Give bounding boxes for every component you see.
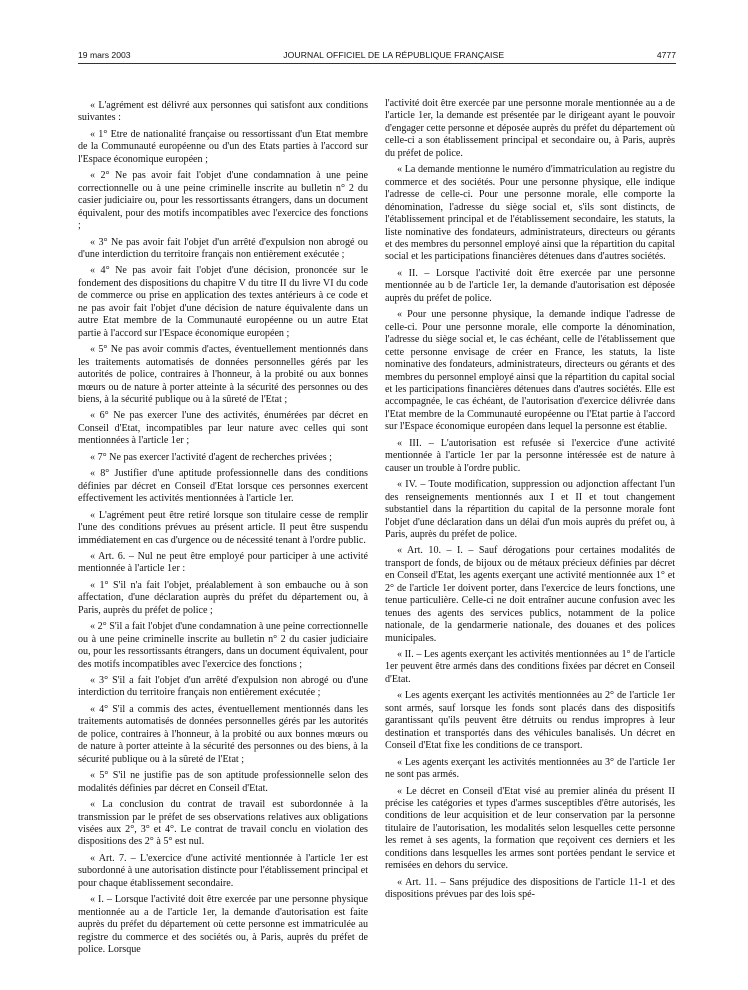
paragraph: « 1° Etre de nationalité française ou ressortissant d'un Etat membre de la Communauté européenne ou d'un des Etats parties à l'accord sur l'Espace économique européen ; — [78, 128, 368, 165]
paragraph: « 3° Ne pas avoir fait l'objet d'un arrêté d'expulsion non abrogé ou d'une interdiction du territoire français non entièrement exécutée ; — [78, 236, 368, 260]
paragraph: « 5° Ne pas avoir commis d'actes, éventuellement mentionnés dans les traitements automatisés de données personnelles gérés par les autorités de police, contraires à l'honneur, à la probité ou aux bonnes mœurs ou de nature à porter atteinte à la sécurité des personnes ou des biens, à la sécurité publique ou à la sûreté de l'Etat ; — [78, 344, 368, 405]
paragraph: « Les agents exerçant les activités mentionnées au 2° de l'article 1er sont armés, sauf lorsque les fonds sont placés dans des dispositifs garantissant qu'ils peuvent être détruits ou rendus impropres à leur destination et transportés dans des véhicules banalisés. Un décret en Conseil d'Etat fixe les conditions de ce transport. — [385, 690, 675, 752]
page-number: 4777 — [656, 50, 676, 60]
paragraph-continued: l'activité doit être exercée par une personne morale mentionnée au a de l'article 1er, la demande est présentée par le dirigeant ayant le pouvoir d'engager cette personne et déposée auprès du préfet du département où celle-ci a son établissement principal et secondaire ou, à Paris, auprès du préfet de police. — [385, 98, 675, 159]
paragraph: « I. – Lorsque l'activité doit être exercée par une personne physique mentionnée au a de l'article 1er, la demande d'autorisation est faite auprès du préfet du département où cette personne est immatriculée au registre du commerce et des sociétés ou, à Paris, auprès du préfet de police. Lorsque — [78, 894, 368, 956]
paragraph: « 6° Ne pas exercer l'une des activités, énumérées par décret en Conseil d'Etat, incompatibles par leur nature avec celles qui sont mentionnées à l'article 1er ; — [78, 410, 368, 447]
paragraph: « Pour une personne physique, la demande indique l'adresse de celle-ci. Pour une personne morale, elle comporte la dénomination, l'adresse du siège social et, le cas échéant, celle de l'établissement que cette personne envisage de créer en France, les statuts, la liste nominative des fondateurs, administrateurs, directeurs ou gérants et des membres du personnel employé ainsi que la répartition du capital social et les participations financières détenues dans d'autres sociétés. Elle est accompagnée, le cas échéant, de l'autorisation d'exercice délivrée dans l'Etat membre de la Communauté européenne ou l'Etat partie à l'accord sur l'Espace économique européen dans lequel la personne est établie. — [385, 309, 675, 433]
article-7-heading: « Art. 7. – L'exercice d'une activité mentionnée à l'article 1er est subordonné à une autorisation distincte pour l'établissement principal et pour chaque établissement secondaire. — [78, 852, 368, 889]
paragraph: « 3° S'il a fait l'objet d'un arrêté d'expulsion non abrogé ou d'une interdiction du territoire français non entièrement exécutée ; — [78, 675, 368, 699]
paragraph: « La conclusion du contrat de travail est subordonnée à la transmission par le préfet de ses observations relatives aux obligations visées aux 2°, 3° et 4°. Le contrat de travail conclu en violation des dispositions des 2° à 5° est nul. — [78, 799, 368, 848]
paragraph: « L'agrément est délivré aux personnes qui satisfont aux conditions suivantes : — [78, 100, 368, 124]
journal-title: JOURNAL OFFICIEL DE LA RÉPUBLIQUE FRANÇAISE — [283, 50, 505, 60]
article-6-heading: « Art. 6. – Nul ne peut être employé pour participer à une activité mentionnée à l'article 1er : — [78, 550, 368, 575]
paragraph: « III. – L'autorisation est refusée si l'exercice d'une activité mentionnée à l'article 1er par la personne intéressée est de nature à causer un trouble à l'ordre public. — [385, 437, 675, 474]
right-column — [385, 98, 675, 988]
paragraph: « 1° S'il n'a fait l'objet, préalablement à son embauche ou à son affectation, d'une déclaration auprès du préfet du département ou, à Paris, auprès du préfet de police ; — [78, 579, 368, 616]
paragraph: « 4° Ne pas avoir fait l'objet d'une décision, prononcée sur le fondement des dispositions du chapitre V du titre II du livre VI du code de commerce ou prise en application des textes antérieurs à ce code et ne pas avoir fait l'objet d'une décision de nature équivalente dans un autre Etat membre de la Communauté européenne ou un autre Etat partie à l'accord sur l'Espace économique européen ; — [78, 265, 368, 339]
page-header — [78, 50, 676, 60]
paragraph: « L'agrément peut être retiré lorsque son titulaire cesse de remplir l'une des conditions prévues au présent article. Il peut être suspendu immédiatement en cas d'urgence ou de nécessité tenant à l'ordre public. — [78, 509, 368, 546]
paragraph: « 7° Ne pas exercer l'activité d'agent de recherches privées ; — [90, 451, 332, 463]
paragraph: « La demande mentionne le numéro d'immatriculation au registre du commerce et des sociétés. Pour une personne physique, elle indique l'adresse de celle-ci. Pour une personne morale, elle comporte la dénomination, l'adresse du siège social et, s'ils sont distincts, de l'établissement principal et de l'établissement secondaire, les statuts, la liste nominative des fondateurs, administrateurs, directeurs ou gérants et des membres du personnel employé ainsi que la répartition du capital social et les participations financières détenues dans d'autres sociétés. — [385, 164, 675, 263]
paragraph: « Le décret en Conseil d'Etat visé au premier alinéa du présent II précise les catégories et types d'armes susceptibles d'être autorisés, les conditions de leur acquisition et de leur conservation par la personne titulaire de l'autorisation, les modalités selon lesquelles cette personne les remet à ses agents, la formation que reçoivent ces derniers et les conditions dans lesquelles les armes sont portées pendant le service et remisées en dehors du service. — [385, 785, 675, 872]
paragraph: « II. – Lorsque l'activité doit être exercée par une personne mentionnée au b de l'article 1er, la demande d'autorisation est déposée auprès du préfet de police. — [385, 267, 675, 304]
header-date: 19 mars 2003 — [78, 50, 131, 60]
paragraph: « 8° Justifier d'une aptitude professionnelle dans des conditions définies par décret en Conseil d'Etat lorsque ces personnes exercent effectivement les activités mentionnées à l'article 1er. — [78, 468, 368, 505]
article-10-heading: « Art. 10. – I. – Sauf dérogations pour certaines modalités de transport de fonds, de bijoux ou de métaux précieux définies par décret en Conseil d'Etat, les agents exerçant une activité mentionnée aux 1° et 2° de l'article 1er doivent porter, dans l'exercice de leurs fonctions, une tenue particulière. Celle-ci ne doit entraîner aucune confusion avec les tenues des agents des services publics, notamment de la police nationale, de la gendarmerie nationale, des douanes et des polices municipales. — [385, 545, 675, 644]
paragraph: « 5° S'il ne justifie pas de son aptitude professionnelle selon des modalités définies par décret en Conseil d'Etat. — [78, 770, 368, 794]
paragraph: « II. – Les agents exerçant les activités mentionnées au 1° de l'article 1er peuvent être armés dans des conditions fixées par décret en Conseil d'Etat. — [385, 649, 675, 685]
paragraph: « 2° Ne pas avoir fait l'objet d'une condamnation à une peine correctionnelle ou à une peine criminelle inscrite au bulletin n° 2 du casier judiciaire ou, pour les ressortissants étrangers, dans un document équivalent, pour des motifs incompatibles avec l'exercice des fonctions ; — [78, 170, 368, 232]
paragraph: « IV. – Toute modification, suppression ou adjonction affectant l'un des renseignements mentionnés aux I et II et tout changement substantiel dans la répartition du capital de la personne morale font l'objet d'une déclaration dans un délai d'un mois auprès du préfet ou, à Paris, auprès du préfet de police. — [385, 479, 675, 540]
left-column — [78, 100, 368, 990]
header-rule — [78, 63, 676, 64]
paragraph: « 4° S'il a commis des actes, éventuellement mentionnés dans les traitements automatisés de données personnelles gérés par les autorités de police, contraires à l'honneur, à la probité ou aux bonnes mœurs ou de nature à porter atteinte à la sécurité des personnes ou des biens, à la sécurité publique ou à la sûreté de l'Etat ; — [78, 703, 368, 765]
paragraph: « Les agents exerçant les activités mentionnées au 3° de l'article 1er ne sont pas armés. — [385, 756, 675, 781]
article-11-heading: « Art. 11. – Sans préjudice des dispositions de l'article 11-1 et des dispositions prévues par des lois spé- — [385, 876, 675, 901]
paragraph: « 2° S'il a fait l'objet d'une condamnation à une peine correctionnelle ou à une peine criminelle inscrite au bulletin n° 2 du casier judiciaire ou, pour les ressortissants étrangers, dans un document équivalent, pour des motifs incompatibles avec l'exercice des fonctions ; — [78, 621, 368, 670]
